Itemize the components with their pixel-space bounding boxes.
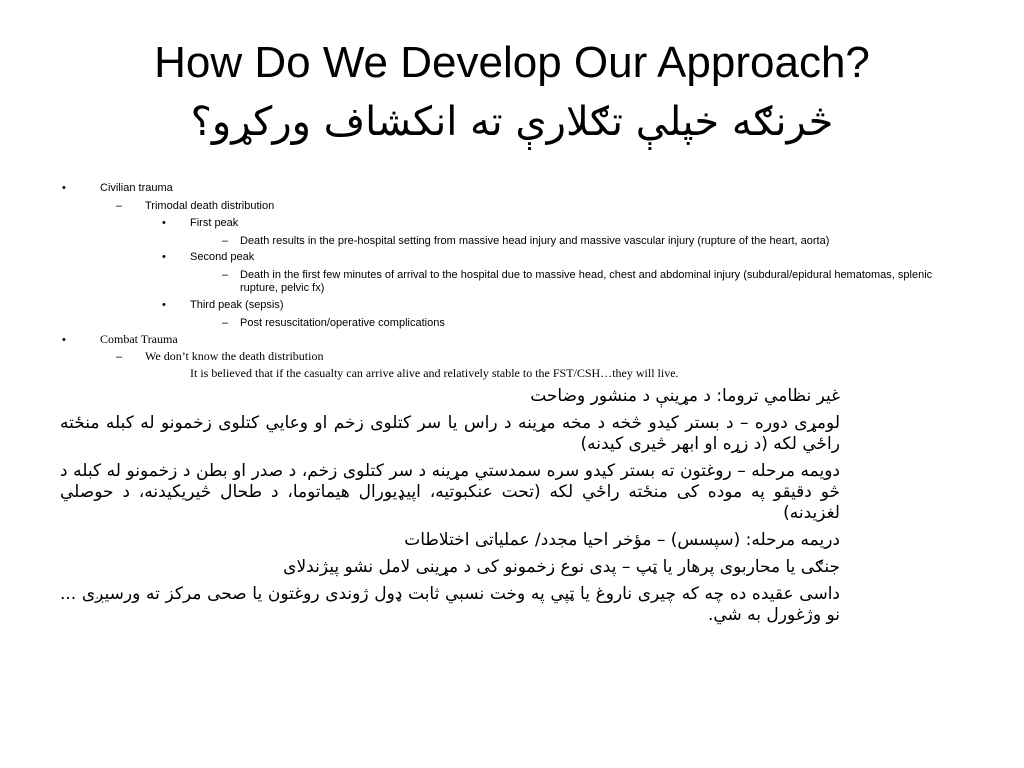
outline-first-peak-desc: Death results in the pre-hospital setting from massive head injury and massive vascular injury (rupture of the heart, aorta): [240, 235, 830, 247]
pashto-paragraph: دريمه مرحله: (سپسس) – مؤخر احیا مجدد/ عملیاتی اختلاطات: [404, 530, 840, 550]
outline-combat-belief: It is believed that if the casualty can arrive alive and relatively stable to the FST/CSH…they will live.: [190, 366, 679, 380]
outline-second-peak: Second peak: [190, 251, 255, 263]
outline-third-peak: Third peak (sepsis): [190, 299, 284, 311]
bullet-dash: –: [116, 200, 123, 212]
bullet-dash: –: [222, 317, 229, 329]
slide-title: How Do We Develop Our Approach?: [154, 38, 870, 87]
pashto-paragraph: لومړی دوره – د بستر کیدو څخه د مخه مړینه د راس یا سر کتلوی زخم او وعايي کتلوی زخمونو له کبله منځته راځي لکه (د زړه او ابهر څیری کیدنه): [60, 413, 840, 454]
pashto-paragraph: غير نظامي تروما: د مړينې د منشور وضاحت: [530, 386, 840, 406]
outline-first-peak: First peak: [190, 217, 239, 229]
bullet-dash: –: [222, 269, 229, 281]
outline-second-peak-desc: Death in the first few minutes of arrival to the hospital due to massive head, chest and abdominal injury (subdural/epidural hematomas, splenic rupture, pelvic fx): [240, 269, 933, 294]
outline-combat-trauma: Combat Trauma: [100, 332, 178, 346]
bullet-dash: –: [222, 235, 229, 247]
outline-combat-unknown: We don’t know the death distribution: [145, 349, 324, 363]
bullet-dot: •: [62, 182, 66, 194]
bullet-dash: –: [116, 351, 123, 363]
outline-trimodal: Trimodal death distribution: [145, 200, 275, 212]
slide-subtitle-pashto: څرنګه خپلې تګلارې ته انکشاف ورکړو؟: [190, 99, 834, 145]
outline-third-peak-desc: Post resuscitation/operative complications: [240, 317, 445, 329]
pashto-translation: [60, 386, 840, 632]
pashto-paragraph: جنګی یا محاربوی پرهار یا ټپ – پدی نوع زخمونو کی د مړینی لامل نشو پیژندلای: [283, 557, 840, 577]
bullet-dot: •: [62, 334, 66, 346]
bullet-dot: •: [162, 299, 166, 311]
outline-civilian-trauma: Civilian trauma: [100, 182, 173, 194]
pashto-paragraph: دويمه مرحله – روغتون ته بستر کیدو سره سمدستي مړینه د سر کتلوی زخم، د صدر او بطن د زخمونو له کبله د څو دقیقو په موده کی منځته راځي لکه (تحت عنکبوتیه، اپیډیورال هیماتوما، د طحال څیریکیدنه، د حوصلي لغزیدنه): [60, 461, 840, 523]
bullet-dot: •: [162, 217, 166, 229]
pashto-paragraph: داسی عقیده ده چه که چیری ناروغ یا ټپي په وخت نسبي ثابت ډول ژوندی روغتون یا صحی مرکز ته ورسیږی ... نو وژغورل به شي.: [60, 584, 840, 625]
bullet-dot: •: [162, 251, 166, 263]
